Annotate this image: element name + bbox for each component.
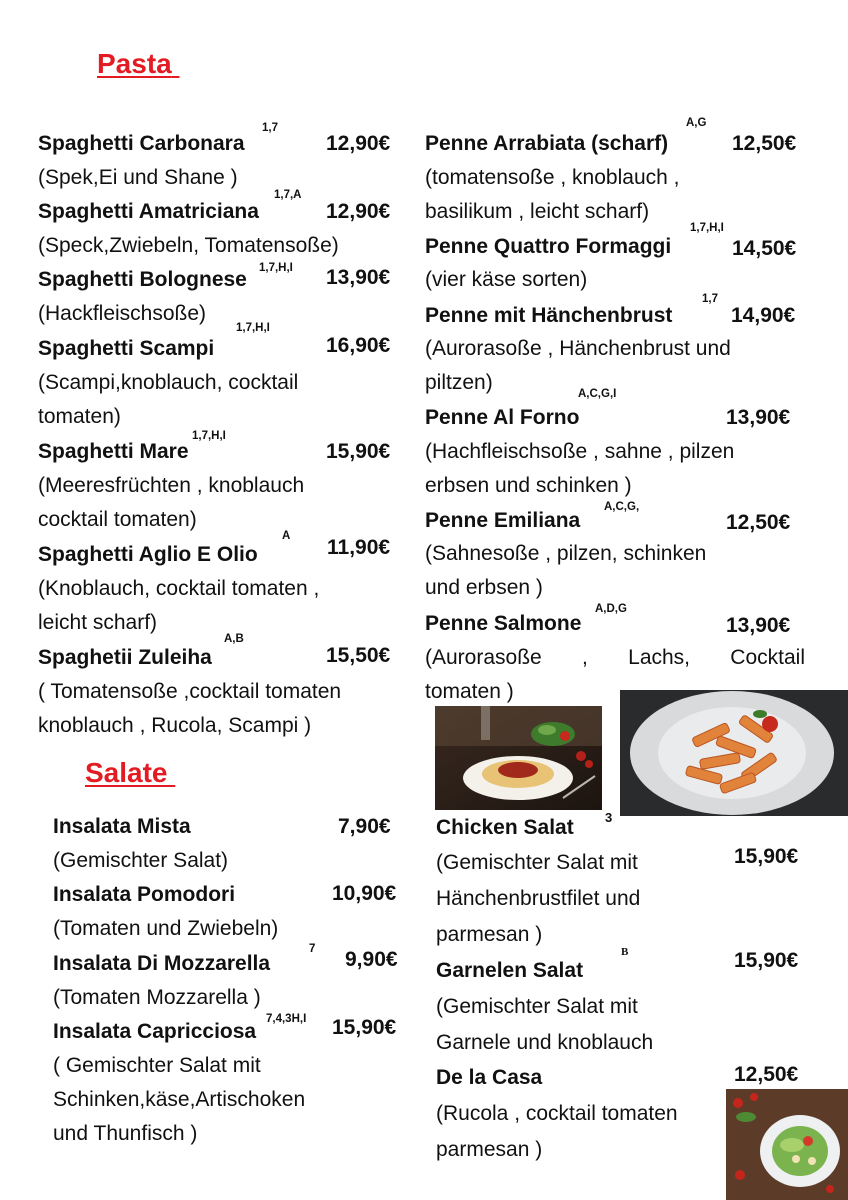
dish-description: (Hachfleischsoße , sahne , pilzen xyxy=(425,440,735,463)
salate-heading: Salate xyxy=(85,757,168,788)
dish-description: (Scampi,knoblauch, cocktail xyxy=(38,371,299,394)
dish-price: 11,90€ xyxy=(327,536,391,559)
dish-description: (Sahnesoße , pilzen, schinken xyxy=(425,542,707,565)
dish-price: 12,50€ xyxy=(732,132,797,155)
allergen-label: A,G xyxy=(686,117,707,129)
salad-bowl-photo xyxy=(726,1089,848,1200)
allergen-label: A xyxy=(282,530,291,542)
dish-description: und erbsen ) xyxy=(425,576,543,599)
dish-description: Garnele und knoblauch xyxy=(436,1031,654,1054)
dish-description: (Aurorasoße , Lachs, Cocktail xyxy=(425,646,805,669)
allergen-label: 7 xyxy=(309,943,316,955)
dish-price: 16,90€ xyxy=(326,334,391,357)
dish-description: ( Gemischter Salat mit xyxy=(53,1054,261,1077)
pasta-heading: Pasta xyxy=(97,48,172,79)
dish-name: Insalata Mista xyxy=(53,815,191,838)
dish-price: 15,90€ xyxy=(734,845,799,868)
allergen-label: 1,7,H,I xyxy=(192,430,226,442)
dish-name: Spaghetti Scampi xyxy=(38,337,215,360)
dish-description: parmesan ) xyxy=(436,923,543,946)
dish-description: piltzen) xyxy=(425,371,493,394)
dish-description: leicht scharf) xyxy=(38,611,158,634)
dish-description: tomaten) xyxy=(38,405,121,428)
dish-name: Spaghetti Amatriciana xyxy=(38,200,259,223)
dish-name: Penne Al Forno xyxy=(425,406,580,429)
dish-name: Spaghetti Bolognese xyxy=(38,268,247,291)
dish-price: 13,90€ xyxy=(326,266,391,289)
allergen-label: A,D,G xyxy=(595,603,627,615)
dish-description: (Tomaten Mozzarella ) xyxy=(53,986,261,1009)
dish-name: Insalata Pomodori xyxy=(53,883,236,906)
dish-description: (Hackfleischsoße) xyxy=(38,302,207,325)
dish-description: knoblauch , Rucola, Scampi ) xyxy=(38,714,312,737)
allergen-label: A,C,G, xyxy=(604,501,640,513)
dish-name: Chicken Salat xyxy=(436,816,574,839)
dish-description: und Thunfisch ) xyxy=(53,1122,198,1145)
allergen-label: A,B xyxy=(224,633,244,645)
dish-description: (Speck,Zwiebeln, Tomatensoße) xyxy=(38,234,339,257)
dish-description: (tomatensoße , knoblauch , xyxy=(425,166,680,189)
dish-description: (Meeresfrüchten , knoblauch xyxy=(38,474,305,497)
dish-description: (Tomaten und Zwiebeln) xyxy=(53,917,279,940)
dish-price: 15,90€ xyxy=(326,440,391,463)
dish-description: erbsen und schinken ) xyxy=(425,474,632,497)
allergen-label: B xyxy=(621,946,629,958)
dish-name: Penne Arrabiata (scharf) xyxy=(425,132,669,155)
dish-description: parmesan ) xyxy=(436,1138,543,1161)
dish-price: 14,90€ xyxy=(731,304,796,327)
dish-name: Garnelen Salat xyxy=(436,959,584,982)
dish-name: Spaghetti Carbonara xyxy=(38,132,245,155)
allergen-label: 3 xyxy=(605,810,613,825)
dish-price: 9,90€ xyxy=(345,948,398,971)
allergen-label: 1,7 xyxy=(262,122,278,134)
dish-price: 15,90€ xyxy=(332,1016,397,1039)
allergen-label: 7,4,3H,I xyxy=(266,1013,307,1025)
dish-price: 7,90€ xyxy=(338,815,391,838)
dish-name: Spaghetii Zuleiha xyxy=(38,646,212,669)
dish-price: 15,50€ xyxy=(326,644,391,667)
dish-price: 15,90€ xyxy=(734,949,799,972)
dish-description: tomaten ) xyxy=(425,680,514,703)
dish-description: (Gemischter Salat mit xyxy=(436,995,638,1018)
allergen-label: 1,7,A xyxy=(274,189,302,201)
dish-description: (vier käse sorten) xyxy=(425,268,588,291)
dish-description: cocktail tomaten) xyxy=(38,508,197,531)
dish-name: Penne Emiliana xyxy=(425,509,581,532)
allergen-label: A,C,G,I xyxy=(578,388,617,400)
dish-name: Penne Salmone xyxy=(425,612,582,635)
dish-description: (Gemischter Salat) xyxy=(53,849,229,872)
dish-name: Spaghetti Aglio E Olio xyxy=(38,543,258,566)
dish-price: 12,50€ xyxy=(726,511,791,534)
allergen-label: 1,7,H,I xyxy=(236,322,270,334)
dish-description: ( Tomatensoße ,cocktail tomaten xyxy=(38,680,342,703)
dish-name: Penne Quattro Formaggi xyxy=(425,235,672,258)
allergen-label: 1,7,H,I xyxy=(690,222,724,234)
dish-price: 12,90€ xyxy=(326,132,391,155)
dish-description: (Knoblauch, cocktail tomaten , xyxy=(38,577,320,600)
dish-description: (Aurorasoße , Hänchenbrust und xyxy=(425,337,731,360)
dish-price: 10,90€ xyxy=(332,882,397,905)
dish-price: 14,50€ xyxy=(732,237,797,260)
dish-description: Hänchenbrustfilet und xyxy=(436,887,641,910)
dish-description: (Spek,Ei und Shane ) xyxy=(38,166,238,189)
dish-name: Insalata Capricciosa xyxy=(53,1020,257,1043)
spaghetti-bolognese-photo xyxy=(435,706,602,810)
dish-name: Penne mit Hänchenbrust xyxy=(425,304,673,327)
allergen-label: 1,7,H,I xyxy=(259,262,293,274)
dish-price: 12,90€ xyxy=(326,200,391,223)
dish-name: Insalata Di Mozzarella xyxy=(53,952,271,975)
dish-description: Schinken,käse,Artischoken xyxy=(53,1088,306,1111)
dish-price: 12,50€ xyxy=(734,1063,799,1086)
dish-name: De la Casa xyxy=(436,1066,543,1089)
dish-description: (Gemischter Salat mit xyxy=(436,851,638,874)
allergen-label: 1,7 xyxy=(702,293,718,305)
dish-name: Spaghetti Mare xyxy=(38,440,189,463)
dish-description: basilikum , leicht scharf) xyxy=(425,200,650,223)
dish-price: 13,90€ xyxy=(726,614,791,637)
penne-arrabbiata-photo xyxy=(620,690,848,816)
dish-price: 13,90€ xyxy=(726,406,791,429)
dish-description: (Rucola , cocktail tomaten xyxy=(436,1102,678,1125)
